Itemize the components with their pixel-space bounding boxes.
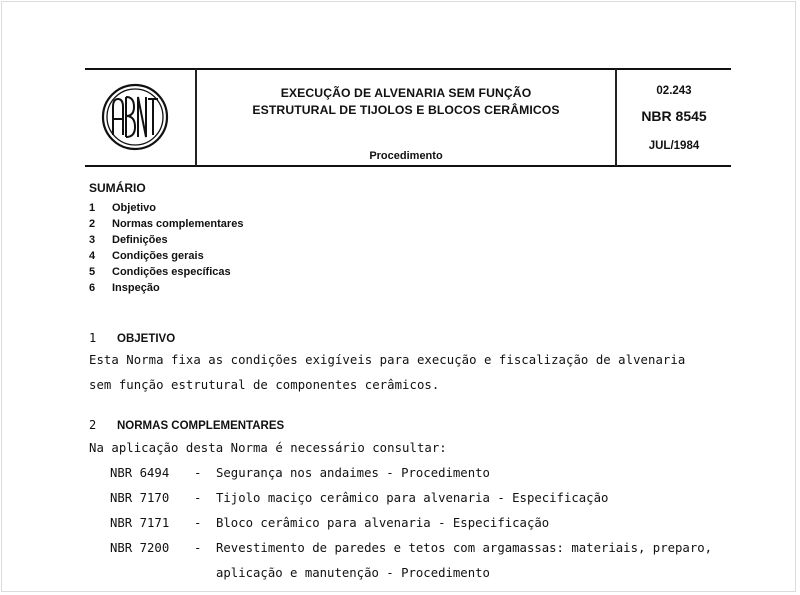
summary-item-label: Inspeção — [112, 282, 160, 294]
paragraph-line: sem função estrutural de componentes cerâmicos. — [89, 378, 440, 392]
summary-item-number: 2 — [89, 218, 96, 230]
reference-title: Tijolo maciço cerâmico para alvenaria - Especificação — [216, 491, 609, 505]
summary-item — [89, 234, 243, 250]
reference-code: NBR 7170 — [110, 491, 170, 505]
summary-item — [89, 202, 243, 218]
reference-continuation: aplicação e manutenção - Procedimento — [216, 566, 490, 580]
reference-item — [110, 491, 608, 505]
document-type: Procedimento — [369, 150, 443, 162]
reference-item — [110, 516, 549, 530]
document-page — [1, 1, 796, 592]
reference-code: NBR 6494 — [110, 466, 170, 480]
summary-item-label: Condições específicas — [112, 266, 231, 278]
reference-title: Segurança nos andaimes - Procedimento — [216, 466, 490, 480]
reference-title: Bloco cerâmico para alvenaria - Especificação — [216, 516, 550, 530]
abnt-logo-icon — [101, 83, 169, 151]
document-header — [85, 68, 731, 168]
summary-item-label: Objetivo — [112, 202, 157, 214]
section-intro: Na aplicação desta Norma é necessário consultar: — [89, 441, 447, 455]
reference-separator: - — [194, 516, 202, 530]
paragraph-line: Esta Norma fixa as condições exigíveis para execução e fiscalização de alvenaria — [89, 353, 686, 367]
summary-item — [89, 282, 243, 298]
reference-separator: - — [194, 466, 202, 480]
reference-item — [110, 541, 712, 555]
summary-item-number: 6 — [89, 282, 96, 294]
section-heading-normas — [89, 418, 284, 432]
section-number: 1 — [89, 331, 97, 345]
summary-item-number: 3 — [89, 234, 96, 246]
header-bottom-rule — [85, 165, 731, 167]
reference-code: NBR 7200 — [110, 541, 170, 555]
reference-item — [110, 466, 490, 480]
summary-item-number: 4 — [89, 250, 96, 262]
reference-separator: - — [194, 491, 202, 505]
section-title: NORMAS COMPLEMENTARES — [117, 420, 285, 432]
publication-date: JUL/1984 — [648, 140, 700, 152]
reference-separator: - — [194, 541, 202, 555]
classification-code: 02.243 — [656, 85, 692, 97]
document-title-line-2: ESTRUTURAL DE TIJOLOS E BLOCOS CERÂMICOS — [252, 103, 560, 117]
summary-item-label: Definições — [112, 234, 168, 246]
section-heading-objetivo — [89, 331, 175, 345]
summary-item — [89, 250, 243, 266]
summary-item-number: 1 — [89, 202, 96, 214]
summary-item — [89, 266, 243, 282]
section-number: 2 — [89, 418, 97, 432]
section-title: OBJETIVO — [117, 333, 176, 345]
summary-list — [89, 202, 243, 298]
summary-item — [89, 218, 243, 234]
summary-item-label: Condições gerais — [112, 250, 204, 262]
summary-item-label: Normas complementares — [112, 218, 244, 230]
document-title-line-1: EXECUÇÃO DE ALVENARIA SEM FUNÇÃO — [280, 86, 532, 100]
reference-code: NBR 7171 — [110, 516, 170, 530]
reference-title: Revestimento de paredes e tetos com argamassas: materiais, preparo, — [216, 541, 713, 555]
standard-number: NBR 8545 — [641, 108, 707, 124]
summary-item-number: 5 — [89, 266, 96, 278]
header-top-rule — [85, 68, 731, 70]
summary-heading: SUMÁRIO — [89, 181, 146, 195]
